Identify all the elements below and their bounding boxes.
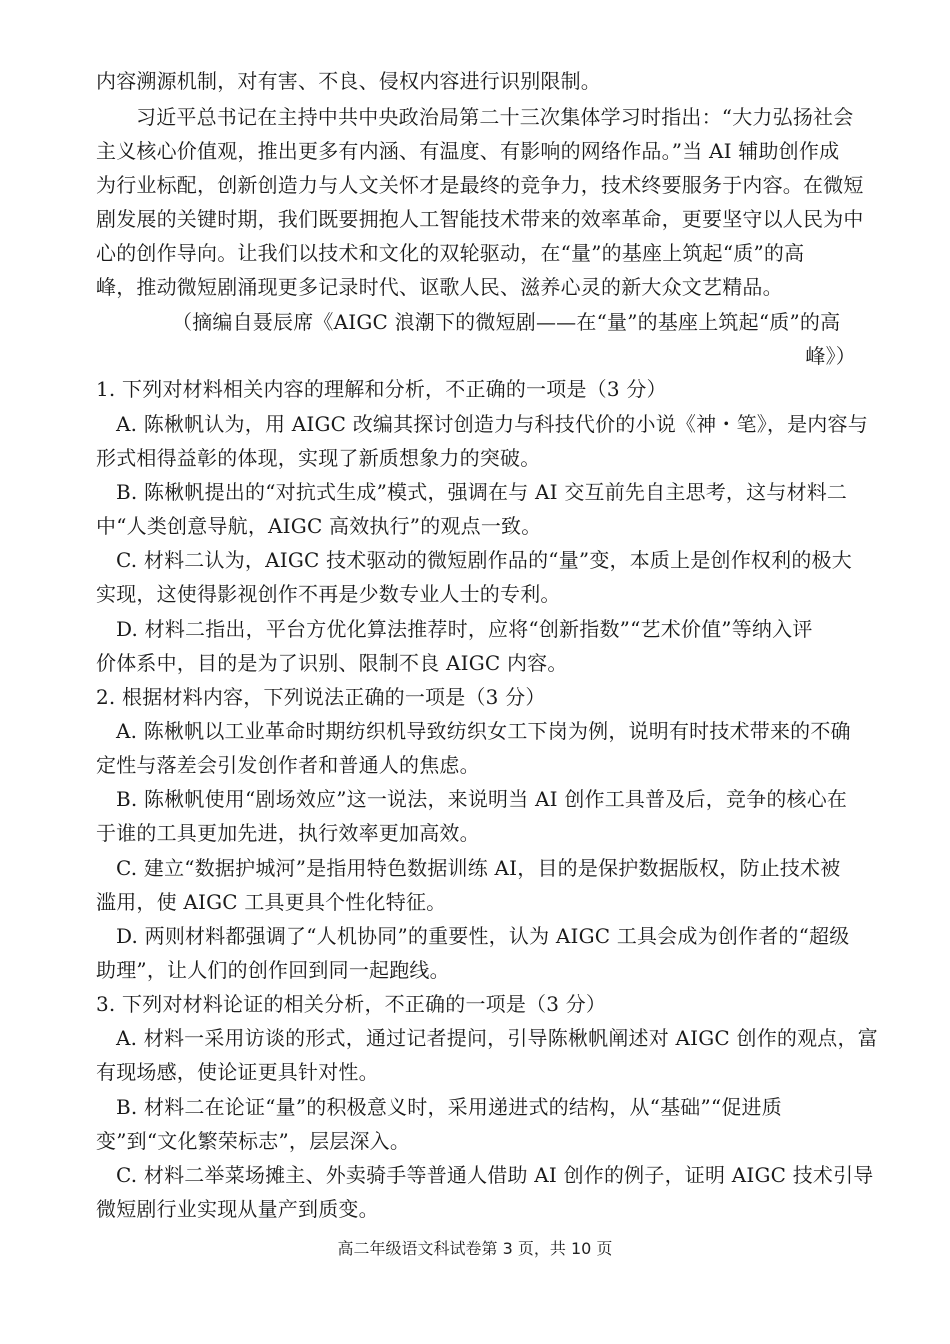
option-2d: D. 两则材料都强调了“人机协同”的重要性，认为 AIGC 工具会成为创作者的“超级	[116, 924, 850, 948]
option-3a-cont: 有现场感，使论证更具针对性。	[96, 1060, 379, 1084]
question-1: 1. 下列对材料相关内容的理解和分析，不正确的一项是（3 分）	[96, 377, 667, 401]
passage-line: 内容溯源机制，对有害、不良、侵权内容进行识别限制。	[96, 69, 601, 93]
option-2b: B. 陈楸帆使用“剧场效应”这一说法，来说明当 AI 创作工具普及后，竞争的核心在	[116, 787, 848, 811]
passage-line: 剧发展的关键时期，我们既要拥抱人工智能技术带来的效率革命，更要坚守以人民为中	[96, 207, 864, 231]
option-1d-cont: 价体系中，目的是为了识别、限制不良 AIGC 内容。	[96, 651, 568, 675]
question-2: 2. 根据材料内容，下列说法正确的一项是（3 分）	[96, 685, 546, 709]
option-3c: C. 材料二举菜场摊主、外卖骑手等普通人借助 AI 创作的例子，证明 AIGC 技术引导	[116, 1163, 874, 1187]
option-1b-cont: 中“人类创意导航，AIGC 高效执行”的观点一致。	[96, 514, 542, 538]
option-1d: D. 材料二指出，平台方优化算法推荐时，应将“创新指数”“艺术价值”等纳入评	[116, 617, 813, 641]
option-3a: A. 材料一采用访谈的形式，通过记者提问，引导陈楸帆阐述对 AIGC 创作的观点，富	[116, 1026, 878, 1050]
passage-line: 主义核心价值观，推出更多有内涵、有温度、有影响的网络作品。”当 AI 辅助创作成	[96, 139, 840, 163]
passage-line: 心的创作导向。让我们以技术和文化的双轮驱动，在“量”的基座上筑起“质”的高	[96, 241, 805, 265]
option-1c: C. 材料二认为，AIGC 技术驱动的微短剧作品的“量”变，本质上是创作权利的极大	[116, 548, 852, 572]
page-footer: 高二年级语文科试卷第 3 页，共 10 页	[337, 1239, 613, 1258]
option-2a-cont: 定性与落差会引发创作者和普通人的焦虑。	[96, 753, 480, 777]
passage-line: 峰，推动微短剧涌现更多记录时代、讴歌人民、滋养心灵的新大众文艺精品。	[96, 275, 783, 299]
passage-line: 习近平总书记在主持中共中央政治局第二十三次集体学习时指出：“大力弘扬社会	[136, 105, 854, 129]
question-3: 3. 下列对材料论证的相关分析，不正确的一项是（3 分）	[96, 992, 607, 1016]
option-3b: B. 材料二在论证“量”的积极意义时，采用递进式的结构，从“基础”“促进质	[116, 1095, 782, 1119]
option-2c-cont: 滥用，使 AIGC 工具更具个性化特征。	[96, 890, 447, 914]
option-1a: A. 陈楸帆认为，用 AIGC 改编其探讨创造力与科技代价的小说《神・笔》，是内容与	[116, 412, 868, 436]
option-1c-cont: 实现，这使得影视创作不再是少数专业人士的专利。	[96, 582, 561, 606]
option-1b: B. 陈楸帆提出的“对抗式生成”模式，强调在与 AI 交互前先自主思考，这与材料二	[116, 480, 848, 504]
option-1a-cont: 形式相得益彰的体现，实现了新质想象力的突破。	[96, 446, 541, 470]
passage-line: 为行业标配，创新创造力与人文关怀才是最终的竞争力，技术终要服务于内容。在微短	[96, 173, 864, 197]
option-2d-cont: 助理”，让人们的创作回到同一起跑线。	[96, 958, 450, 982]
source-citation: （摘编自聂辰席《AIGC 浪潮下的微短剧——在“量”的基座上筑起“质”的高	[172, 310, 841, 334]
option-2a: A. 陈楸帆以工业革命时期纺织机导致纺织女工下岗为例，说明有时技术带来的不确	[116, 719, 851, 743]
option-3b-cont: 变”到“文化繁荣标志”，层层深入。	[96, 1129, 411, 1153]
option-3c-cont: 微短剧行业实现从量产到质变。	[96, 1197, 379, 1221]
source-citation-end: 峰》）	[805, 344, 856, 368]
option-2c: C. 建立“数据护城河”是指用特色数据训练 AI，目的是保护数据版权，防止技术被	[116, 856, 841, 880]
option-2b-cont: 于谁的工具更加先进，执行效率更加高效。	[96, 821, 480, 845]
